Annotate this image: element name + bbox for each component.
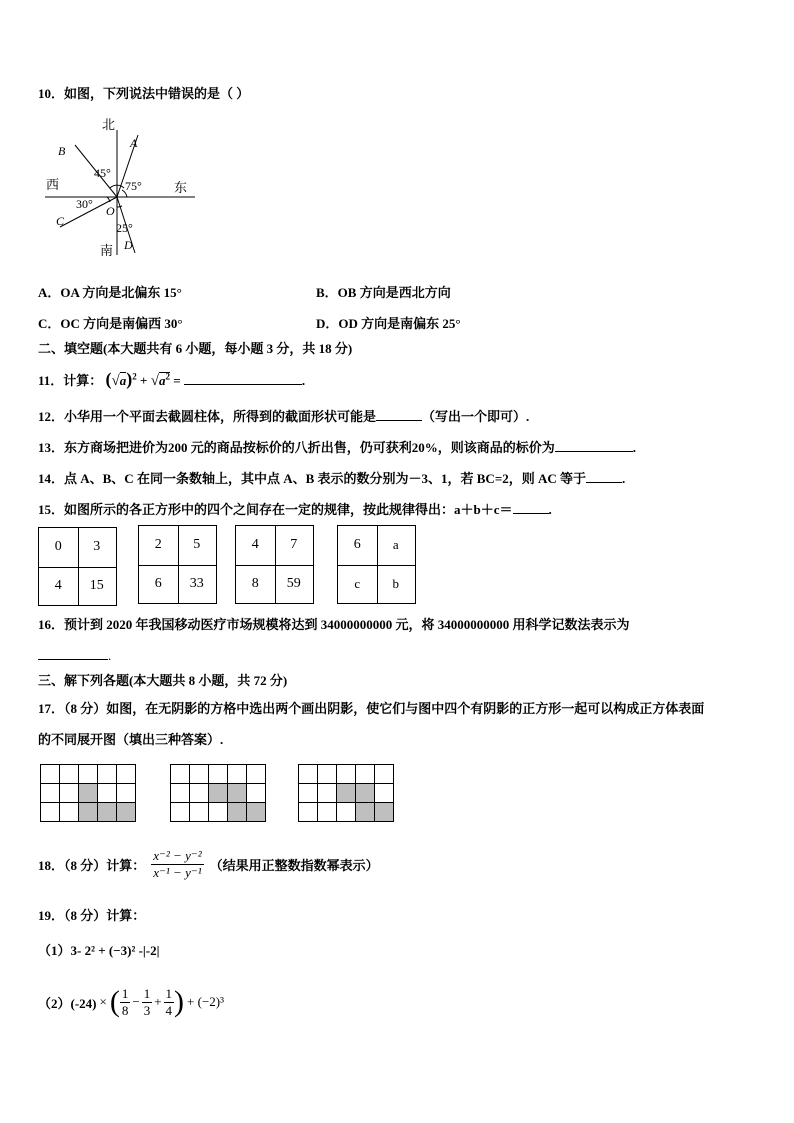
square-1-bottom-right: 15 [89,577,104,593]
q11-exponent: 2 [132,371,137,382]
q19-f2-den: 3 [143,1002,151,1018]
q10-stem: 10．如图，下列说法中错误的是（ ） [38,86,250,101]
q19-f2-num: 1 [143,985,151,1001]
q10-option-a: A．OA 方向是北偏东 15° [38,285,182,300]
q15 [38,499,552,518]
pattern-square-1 [38,527,117,606]
q19-part2-tail: + (−2)³ [187,994,224,1009]
q19-f3-den: 4 [165,1002,173,1018]
q15-period: . [548,502,552,517]
q11-prefix: 11．计算： [38,373,103,388]
q11-answer-blank[interactable] [184,372,302,385]
cube-net-grid-1[interactable] [40,764,136,822]
q11-period: . [301,373,306,388]
q19-title: 19．（8 分）计算： [38,908,146,923]
square-3-top-left: 4 [251,537,259,553]
q16-answer-line [38,647,111,664]
q14 [38,468,625,487]
square-3-bottom-right: 59 [286,575,301,591]
q14-answer-blank[interactable] [586,470,622,483]
q13 [38,437,636,456]
q18-prefix: 18．（8 分）计算： [38,858,146,873]
q14-text: 14．点 A、B、C 在同一条数轴上，其中点 A、B 表示的数分别为－3、1，若 BC=2，则 AC 等于 [38,471,586,486]
square-1-top-left: 0 [54,539,62,555]
q11-radicand-a2: a [158,373,166,388]
q16-answer-blank[interactable] [38,647,108,660]
square-3-top-right: 7 [290,537,298,553]
q18-numerator: x⁻² − y⁻² [153,848,202,863]
q11-plus: + [140,373,148,388]
square-2-bottom-left: 6 [154,575,162,591]
square-4-bottom-right: b [392,575,399,591]
q11: 11．计算： $(√a)^2 + √a^2$ = . [38,369,306,389]
point-b-label: B [58,144,66,158]
south-label: 南 [100,244,114,259]
q19-part1: （1）3- 2² + (−3)² -|-2| [38,943,160,958]
square-2-top-right: 5 [193,537,201,553]
q13-text: 13．东方商场把进价为200 元的商品按标价的八折出售，仍可获利20%，则该商品的标价为 [38,440,555,455]
angle-45-label: 45° [94,166,111,180]
q19-f1-num: 1 [121,985,129,1001]
q18-tail: （结果用正整数指数幂表示） [209,858,379,873]
q12-text: 12．小华用一个平面去截圆柱体，所得到的截面形状可能是 [38,409,377,424]
square-4-bottom-left: c [354,575,361,591]
q15-text: 15．如图所示的各正方形中的四个之间存在一定的规律，按此规律得出：a＋b＋c＝ [38,502,513,517]
q18-fraction [151,848,203,881]
point-a-label: A [130,136,138,150]
q19-fraction-1 [120,986,131,1019]
q19-f1-den: 8 [121,1002,129,1018]
q13-answer-blank[interactable] [555,439,633,452]
q19-fraction-3 [164,986,175,1019]
square-3-bottom-left: 8 [251,575,259,591]
east-label: 东 [174,181,188,196]
q18-denominator: x⁻¹ − y⁻¹ [153,865,202,880]
square-2-top-left: 2 [154,537,162,553]
q19-part2: （2）(-24) × ( $\frac{1}{8}$ − $\frac{1}{3}$ + $\frac{1}{4}$ ) + (−2)³ [38,985,224,1018]
q16-line1: 16．预计到 2020 年我国移动医疗市场规模将达到 34000000000 元，将 34000000000 用科学记数法表示为 [38,617,630,632]
angle-30-label: 30° [76,197,93,211]
square-1-top-right: 3 [93,539,101,555]
angle-75-label: 75° [125,179,142,193]
q12-tail: （写出一个即可）. [422,409,530,424]
q16-period: . [108,648,112,663]
point-d-label: D [124,238,133,252]
point-c-label: C [56,214,65,228]
q19-fraction-2 [142,986,153,1019]
point-o-label: O [106,204,115,218]
north-label: 北 [102,118,116,133]
section-3-heading: 三、解下列各题(本大题共 8 小题，共 72 分) [38,673,288,688]
square-1-bottom-left: 4 [54,577,62,593]
section-2-heading: 二、填空题(本大题共有 6 小题，每小题 3 分，共 18 分) [38,341,353,356]
q18 [38,848,379,881]
q10-option-b: B．OB 方向是西北方向 [316,285,451,300]
pattern-square-2 [138,525,217,604]
q10-option-c: C．OC 方向是南偏西 30° [38,316,183,331]
square-4-top-left: 6 [353,537,361,553]
q11-radicand-a: a [119,373,127,388]
q17-line2: 的不同展开图（填出三种答案）. [38,732,224,747]
cube-net-grid-3[interactable] [298,764,394,822]
q15-answer-blank[interactable] [513,501,549,514]
compass-figure [40,115,200,260]
q19-times: × [99,994,107,1009]
q19-f3-num: 1 [165,985,173,1001]
pattern-square-4 [337,525,416,604]
pattern-square-3 [235,525,314,604]
west-label: 西 [46,178,60,193]
q10-option-d: D．OD 方向是南偏东 25° [316,316,461,331]
cube-net-grid-2[interactable] [170,764,266,822]
q17-line1: 17．（8 分）如图，在无阴影的方格中选出两个画出阴影，使它们与图中四个有阴影的正方形一起可以构成正方体表面 [38,701,705,716]
square-2-bottom-right: 33 [189,575,204,591]
q12-answer-blank[interactable] [376,408,422,421]
q19-part2-prefix: （2）(-24) [38,995,97,1011]
q13-period: . [632,440,637,455]
q11-equals: = [173,373,181,388]
q14-period: . [622,471,626,486]
q12 [38,406,529,425]
angle-25-label: 25° [116,221,133,235]
square-4-top-right: a [392,537,399,553]
